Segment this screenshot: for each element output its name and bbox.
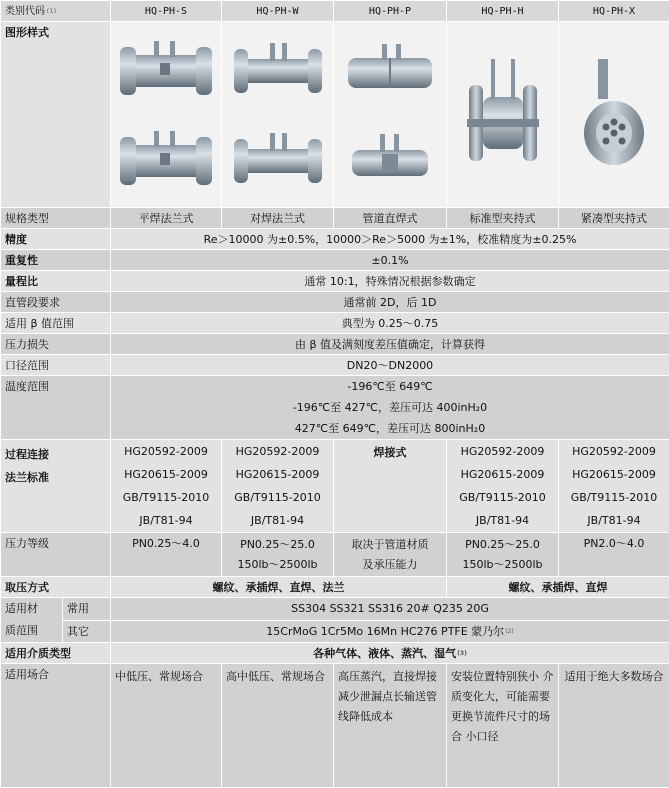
diameter-value: DN20～DN2000 (111, 355, 669, 376)
occasion-value: 适用于绝大多数场合 (559, 664, 669, 788)
flange-standards: HG20592-2009 HG20615-2009 GB/T9115-2010 JB/T81-94 (559, 440, 669, 533)
spec-value: 平焊法兰式 (111, 208, 222, 229)
wafer-meter-icon (447, 22, 559, 208)
material-other: 15CrMoG 1Cr5Mo 16Mn HC276 PTFE 蒙乃尔$^{(2)}$ (111, 620, 669, 643)
occasion-value: 高中低压、常规场合 (222, 664, 334, 788)
occasion-value: 安装位置特别狭小 介质变化大，可能需要更换节流件尺寸的场合 小口径 (447, 664, 559, 788)
temp-label: 温度范围 (1, 376, 111, 440)
material-other-label: 其它 (63, 620, 111, 643)
flange-standards: HG20592-2009 HG20615-2009 GB/T9115-2010 JB/T81-94 (447, 440, 559, 533)
model-code: HQ-PH-X (559, 1, 669, 22)
material-common: SS304 SS321 SS316 20# Q235 20G (111, 598, 669, 621)
pressure-value: PN0.25～4.0 (111, 533, 222, 577)
tap-value: 螺纹、承插焊、直焊 (447, 577, 669, 598)
spec-value: 对焊法兰式 (222, 208, 334, 229)
occasion-label: 适用场合 (1, 664, 111, 788)
spec-label: 规格类型 (1, 208, 111, 229)
accuracy-value: Re＞10000 为±0.5%，10000＞Re＞5000 为±1%，校准精度为±0.25% (111, 229, 669, 250)
beta-label: 适用 β 值范围 (1, 313, 111, 334)
weld-connection: 焊接式 (334, 440, 447, 533)
loss-label: 压力损失 (1, 334, 111, 355)
pipe-meter-icon (334, 22, 447, 208)
header-label: 类别代码$^{(1)}$ (1, 1, 111, 22)
medium-label: 适用介质类型 (1, 643, 111, 664)
flange-standards: HG20592-2009 HG20615-2009 GB/T9115-2010 JB/T81-94 (222, 440, 334, 533)
shape-row-label: 图形样式 (1, 22, 111, 208)
tap-value: 螺纹、承插焊、直焊、法兰 (111, 577, 447, 598)
spec-value: 管道直焊式 (334, 208, 447, 229)
beta-value: 典型为 0.25～0.75 (111, 313, 669, 334)
straight-value: 通常前 2D，后 1D (111, 292, 669, 313)
model-code: HQ-PH-W (222, 1, 334, 22)
tap-label: 取压方式 (1, 577, 111, 598)
range-value: 通常 10:1，特殊情况根据参数确定 (111, 271, 669, 292)
flanged-meter-icon (111, 22, 222, 208)
pressure-value: PN2.0～4.0 (559, 533, 669, 577)
diameter-label: 口径范围 (1, 355, 111, 376)
compact-wafer-icon (559, 22, 669, 208)
pressure-label: 压力等级 (1, 533, 111, 577)
occasion-value: 高压蒸汽，直接焊接减少泄漏点长输送管线降低成本 (334, 664, 447, 788)
model-code: HQ-PH-P (334, 1, 447, 22)
temp-value: -196℃至 649℃ -196℃至 427℃，差压可达 400inH₂0 427℃至 649℃，差压可达 800inH₂0 (111, 376, 669, 440)
model-code: HQ-PH-H (447, 1, 559, 22)
connection-label: 过程连接 法兰标准 (1, 440, 111, 533)
spec-value: 紧凑型夹持式 (559, 208, 669, 229)
material-label: 适用材 质范围 (1, 598, 63, 643)
medium-value: 各种气体、液体、蒸汽、湿气$^{(3)}$ (111, 643, 669, 664)
weld-flange-meter-icon (222, 22, 334, 208)
range-label: 量程比 (1, 271, 111, 292)
straight-label: 直管段要求 (1, 292, 111, 313)
accuracy-label: 精度 (1, 229, 111, 250)
material-common-label: 常用 (63, 598, 111, 621)
model-code: HQ-PH-S (111, 1, 222, 22)
flange-standards: HG20592-2009 HG20615-2009 GB/T9115-2010 JB/T81-94 (111, 440, 222, 533)
pressure-value: PN0.25～25.0 150lb～2500lb (222, 533, 334, 577)
loss-value: 由 β 值及满刻度差压值确定，计算获得 (111, 334, 669, 355)
occasion-value: 中低压、常规场合 (111, 664, 222, 788)
pressure-value: 取决于管道材质 及承压能力 (334, 533, 447, 577)
repeat-label: 重复性 (1, 250, 111, 271)
repeat-value: ±0.1% (111, 250, 669, 271)
pressure-value: PN0.25～25.0 150lb～2500lb (447, 533, 559, 577)
spec-value: 标准型夹持式 (447, 208, 559, 229)
